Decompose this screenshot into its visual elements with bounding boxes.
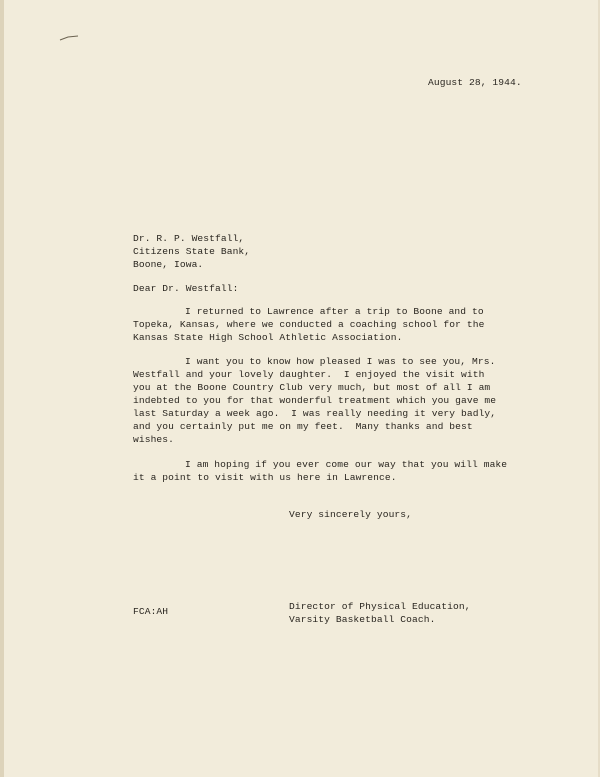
letter-date: August 28, 1944.: [428, 77, 522, 88]
paragraph2-line5: last Saturday a week ago. I was really needing it very badly,: [133, 408, 497, 419]
paragraph2-line6: and you certainly put me on my feet. Many thanks and best: [133, 421, 473, 432]
typist-initials: FCA:AH: [133, 606, 169, 617]
signature-title-line2: Varsity Basketball Coach.: [289, 614, 436, 625]
pencil-mark-icon: [58, 34, 80, 42]
paragraph1-line1: I returned to Lawrence after a trip to Boone and to: [185, 306, 484, 317]
paragraph1-line3: Kansas State High School Athletic Association.: [133, 332, 403, 343]
paragraph1-line2: Topeka, Kansas, where we conducted a coaching school for the: [133, 319, 485, 330]
paragraph2-line7: wishes.: [133, 434, 175, 445]
recipient-bank: Citizens State Bank,: [133, 246, 251, 257]
paragraph2-line3: you at the Boone Country Club very much, but most of all I am: [133, 382, 491, 393]
recipient-city: Boone, Iowa.: [133, 259, 204, 270]
paragraph3-line2: it a point to visit with us here in Lawrence.: [133, 472, 397, 483]
paragraph3-line1: I am hoping if you ever come our way that you will make: [185, 459, 508, 470]
paragraph2-line1: I want you to know how pleased I was to see you, Mrs.: [185, 356, 496, 367]
closing: Very sincerely yours,: [289, 509, 413, 520]
paragraph2-line4: indebted to you for that wonderful treatment which you gave me: [133, 395, 497, 406]
signature-title-line1: Director of Physical Education,: [289, 601, 471, 612]
paragraph2-line2: Westfall and your lovely daughter. I enjoyed the visit with: [133, 369, 485, 380]
salutation: Dear Dr. Westfall:: [133, 283, 239, 294]
recipient-name: Dr. R. P. Westfall,: [133, 233, 245, 244]
